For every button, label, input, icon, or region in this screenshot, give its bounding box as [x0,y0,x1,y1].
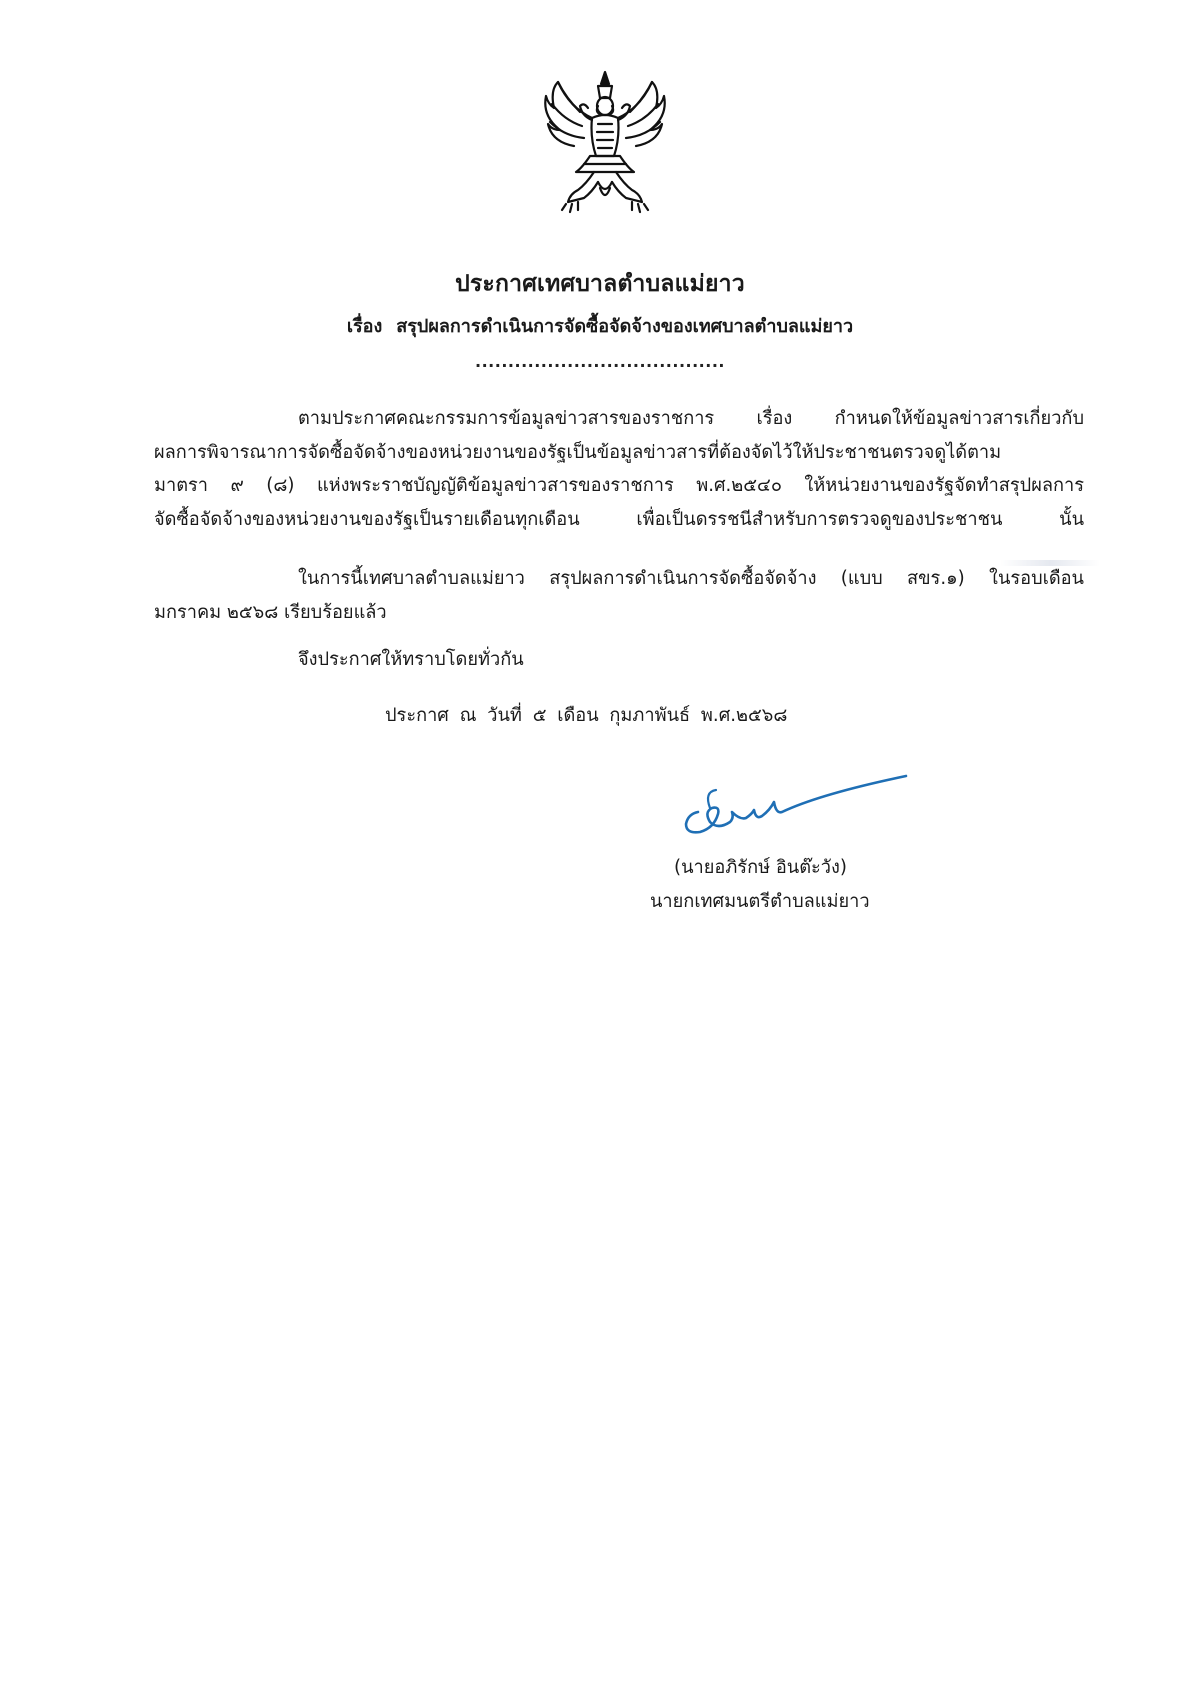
announcement-title: ประกาศเทศบาลตำบลแม่ยาว [455,271,745,297]
paragraph-line: มาตรา ๙ (๘) แห่งพระราชบัญญัติข้อมูลข่าวสารของราชการ พ.ศ.๒๕๔๐ ให้หน่วยงานของรัฐจัดทำสรุปผลการ [154,475,1084,496]
subject-text: สรุปผลการดำเนินการจัดซื้อจัดจ้างของเทศบาลตำบลแม่ยาว [396,316,854,337]
body-paragraph-1 [154,402,1084,536]
paragraph-line: ตามประกาศคณะกรรมการข้อมูลข่าวสารของราชการ เรื่อง กำหนดให้ข้อมูลข่าวสารเกี่ยวกับ [298,408,1084,429]
paragraph-line: ในการนี้เทศบาลตำบลแม่ยาว สรุปผลการดำเนินการจัดซื้อจัดจ้าง (แบบ สขร.๑) ในรอบเดือน [298,568,1084,589]
body-paragraph-2 [154,562,1084,629]
garuda-emblem [540,68,670,218]
title-separator: ...................................... [475,352,725,371]
signer-title: นายกเทศมนตรีตำบลแม่ยาว [650,891,870,912]
subject-label: เรื่อง [346,316,383,337]
paragraph-line: จัดซื้อจัดจ้างของหน่วยงานของรัฐเป็นรายเดือนทุกเดือน เพื่อเป็นดรรชนีสำหรับการตรวจดูของประชาชน นั้น [154,508,1084,530]
signature [670,772,920,847]
announcement-subject [0,311,1200,340]
announcement-date: ประกาศ ณ วันที่ ๕ เดือน กุมภาพันธ์ พ.ศ.๒๕๖๘ [385,705,788,726]
closing-statement: จึงประกาศให้ทราบโดยทั่วกัน [298,649,524,670]
paragraph-line: มกราคม ๒๕๖๘ เรียบร้อยแล้ว [154,601,387,623]
signer-name: (นายอภิรักษ์ อินต๊ะวัง) [674,857,847,878]
paragraph-line: ผลการพิจารณาการจัดซื้อจัดจ้างของหน่วยงานของรัฐเป็นข้อมูลข่าวสารที่ต้องจัดไว้ให้ประชาชนตรวจดูได้ตาม [154,441,1002,463]
